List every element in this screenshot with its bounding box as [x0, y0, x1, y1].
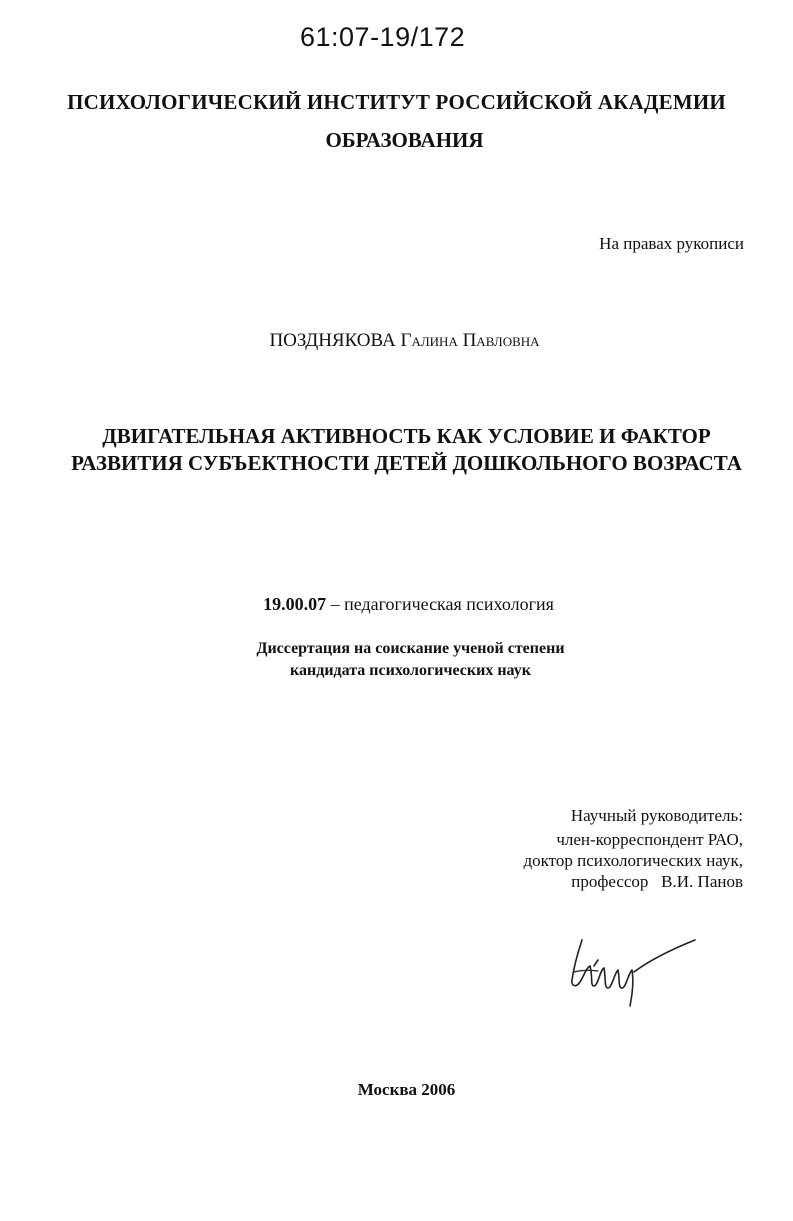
author-given-names: Галина Павловна: [400, 330, 540, 351]
institution-name-line2: ОБРАЗОВАНИЯ: [325, 128, 484, 152]
institution-name-line1: ПСИХОЛОГИЧЕСКИЙ ИНСТИТУТ РОССИЙСКОЙ АКАДЕМИИ: [67, 90, 726, 114]
manuscript-rights-notice: На правах рукописи: [599, 234, 744, 253]
degree-statement-line1: Диссертация на соискание ученой степени: [256, 640, 565, 657]
author-name: [8, 330, 793, 352]
specialty-separator: –: [326, 594, 345, 614]
catalog-number: 61:07-19/172: [300, 22, 466, 52]
specialty: [12, 594, 793, 615]
degree-statement-line2: кандидата психологических наук: [290, 662, 531, 679]
advisor-name-line: профессор В.И. Панов: [571, 872, 743, 891]
advisor-degree-line: доктор психологических наук,: [523, 851, 743, 870]
advisor-title-line: член-корреспондент РАО,: [556, 830, 743, 849]
specialty-code: 19.00.07: [263, 594, 327, 614]
advisor-label: Научный руководитель:: [570, 806, 743, 825]
signature-icon: [560, 930, 710, 1010]
dissertation-title-line1: ДВИГАТЕЛЬНАЯ АКТИВНОСТЬ КАК УСЛОВИЕ И ФАКТОР: [102, 424, 711, 448]
author-surname: ПОЗДНЯКОВА: [269, 330, 396, 351]
city-and-year: Москва 2006: [357, 1080, 456, 1099]
specialty-name: педагогическая психология: [344, 594, 554, 614]
dissertation-title-line2: РАЗВИТИЯ СУБЪЕКТНОСТИ ДЕТЕЙ ДОШКОЛЬНОГО ВОЗРАСТА: [71, 451, 742, 475]
